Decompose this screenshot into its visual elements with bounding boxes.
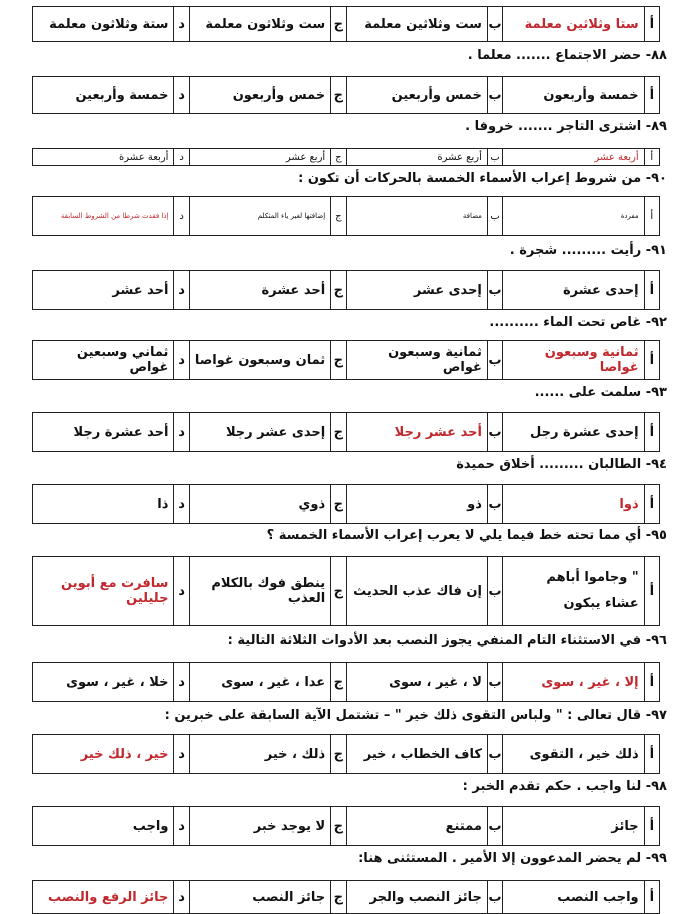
option-b[interactable]: كاف الخطاب ، خير (346, 735, 487, 774)
question-98-title: ٩٨- لنا واجب . حكم تقدم الخبر : (462, 779, 667, 794)
option-a[interactable]: مفردة (503, 197, 644, 236)
option-b[interactable]: ثمانية وسبعون غواص (346, 341, 487, 380)
option-a[interactable]: أربعة عشر (503, 149, 644, 166)
option-letter: ج (331, 7, 346, 42)
option-letter: أ (644, 413, 659, 452)
option-letter: أ (644, 77, 659, 114)
question-91-title: ٩١- رأيت ......... شجرة . (509, 243, 667, 258)
option-letter: ج (331, 413, 346, 452)
option-letter: ب (487, 557, 502, 626)
option-a[interactable]: إحدى عشرة رجل (503, 413, 644, 452)
option-letter: د (174, 271, 189, 310)
option-b[interactable]: خمس وأربعين (346, 77, 487, 114)
option-letter: أ (644, 341, 659, 380)
option-letter: ب (487, 197, 502, 236)
options-row-q87 (32, 6, 660, 42)
option-letter: د (174, 77, 189, 114)
options-row-q97 (32, 734, 660, 774)
option-d[interactable]: ستة وثلاثون معلمة (33, 7, 174, 42)
option-c[interactable]: إحدى عشر رجلا (189, 413, 330, 452)
option-a[interactable]: إحدى عشرة (503, 271, 644, 310)
option-letter: ب (487, 271, 502, 310)
option-letter: ج (331, 197, 346, 236)
option-c[interactable]: أحد عشرة (189, 271, 330, 310)
option-d[interactable]: أحد عشر (33, 271, 174, 310)
options-row-q88 (32, 76, 660, 114)
option-d[interactable]: جائز الرفع والنصب (33, 881, 174, 914)
options-row-q89 (32, 148, 660, 166)
options-row-q95 (32, 556, 660, 626)
question-99-title: ٩٩- لم يحضر المدعوون إلا الأمير . المستثنى هنا: (358, 851, 667, 866)
option-letter: ب (487, 485, 502, 524)
option-b[interactable]: إحدى عشر (346, 271, 487, 310)
option-letter: د (174, 413, 189, 452)
option-letter: أ (644, 881, 659, 914)
option-b[interactable]: ست وثلاثين معلمة (346, 7, 487, 42)
option-letter: أ (644, 485, 659, 524)
option-c[interactable]: عدا ، غير ، سوى (189, 663, 330, 702)
option-letter: د (174, 663, 189, 702)
question-89-title: ٨٩- اشترى التاجر ....... خروفا . (465, 119, 667, 134)
option-letter: أ (644, 271, 659, 310)
option-letter: ج (331, 77, 346, 114)
option-a[interactable]: ذلك خير ، التقوى (503, 735, 644, 774)
option-b[interactable]: ممتنع (346, 807, 487, 846)
option-letter: د (174, 881, 189, 914)
option-letter: أ (644, 149, 659, 166)
options-row-q99 (32, 880, 660, 914)
option-d[interactable]: ثماني وسبعين غواص (33, 341, 174, 380)
option-c[interactable]: لا يوجد خبر (189, 807, 330, 846)
option-letter: أ (644, 807, 659, 846)
options-row-q98 (32, 806, 660, 846)
option-letter: أ (644, 735, 659, 774)
question-93-title: ٩٣- سلمت على ...... (534, 385, 667, 400)
option-letter: ج (331, 807, 346, 846)
options-row-q92 (32, 340, 660, 380)
option-a[interactable]: ذوا (503, 485, 644, 524)
question-90-title: ٩٠- من شروط إعراب الأسماء الخمسة بالحركات أن تكون : (298, 171, 667, 186)
option-c[interactable]: أربع عشر (189, 149, 330, 166)
option-letter: ج (331, 663, 346, 702)
option-b[interactable]: إن فاك عذب الحديث (346, 557, 487, 626)
option-a[interactable]: جائز (503, 807, 644, 846)
question-88-title: ٨٨- حضر الاجتماع ....... معلما . (467, 48, 667, 63)
option-letter: ب (487, 881, 502, 914)
option-letter: د (174, 7, 189, 42)
option-letter: ب (487, 663, 502, 702)
option-c[interactable]: خمس وأربعون (189, 77, 330, 114)
option-d[interactable]: خير ، ذلك خير (33, 735, 174, 774)
option-b[interactable]: أحد عشر رجلا (346, 413, 487, 452)
option-letter: ب (487, 413, 502, 452)
option-c[interactable]: ثمان وسبعون غواصا (189, 341, 330, 380)
option-d[interactable]: إذا فقدت شرطا من الشروط السابقة (33, 197, 174, 236)
option-letter: د (174, 197, 189, 236)
option-letter: ج (331, 485, 346, 524)
option-letter: ج (331, 735, 346, 774)
option-letter: أ (644, 663, 659, 702)
option-b[interactable]: لا ، غير ، سوى (346, 663, 487, 702)
option-letter: أ (644, 557, 659, 626)
option-d[interactable]: سافرت مع أبوين جليلين (33, 557, 174, 626)
question-94-title: ٩٤- الطالبان ......... أخلاق حميدة (456, 457, 667, 472)
option-b[interactable]: ذو (346, 485, 487, 524)
option-c[interactable]: جائز النصب (189, 881, 330, 914)
option-letter: ب (487, 735, 502, 774)
question-96-title: ٩٦- في الاستثناء التام المنفي يجوز النصب بعد الأدوات الثلاثة التالية : (227, 633, 667, 648)
option-d[interactable]: ذا (33, 485, 174, 524)
option-a[interactable]: خمسة وأربعون (503, 77, 644, 114)
option-letter: أ (644, 197, 659, 236)
option-letter: د (174, 735, 189, 774)
options-row-q96 (32, 662, 660, 702)
option-a[interactable]: " وجاموا أباهم عشاء يبكون (503, 557, 644, 626)
option-letter: د (174, 149, 189, 166)
option-letter: د (174, 557, 189, 626)
option-d[interactable]: خلا ، غير ، سوى (33, 663, 174, 702)
option-c[interactable]: ينطق فوك بالكلام العذب (189, 557, 330, 626)
options-row-q90 (32, 196, 660, 236)
option-letter: أ (644, 7, 659, 42)
question-95-title: ٩٥- أي مما تحته خط فيما يلي لا يعرب إعراب الأسماء الخمسة ؟ (266, 528, 667, 543)
options-row-q91 (32, 270, 660, 310)
option-letter: ب (487, 341, 502, 380)
option-b[interactable]: مضافة (346, 197, 487, 236)
option-c[interactable]: ذلك ، خير (189, 735, 330, 774)
option-letter: ج (331, 881, 346, 914)
option-letter: د (174, 485, 189, 524)
option-c[interactable]: ذوي (189, 485, 330, 524)
option-b[interactable]: جائز النصب والجر (346, 881, 487, 914)
option-a[interactable]: إلا ، غير ، سوى (503, 663, 644, 702)
options-row-q94 (32, 484, 660, 524)
option-b[interactable]: أربع عشرة (346, 149, 487, 166)
options-row-q93 (32, 412, 660, 452)
option-letter: ب (487, 7, 502, 42)
option-letter: ج (331, 149, 346, 166)
question-97-title: ٩٧- قال تعالى : " ولباس التقوى ذلك خير " – تشتمل الآية السابقة على خبرين : (164, 708, 667, 723)
option-letter: د (174, 341, 189, 380)
option-letter: ج (331, 271, 346, 310)
option-c[interactable]: إضافتها لغير ياء المتكلم (189, 197, 330, 236)
option-letter: ب (487, 77, 502, 114)
option-letter: ب (487, 149, 502, 166)
option-letter: ج (331, 557, 346, 626)
option-a[interactable]: ثمانية وسبعون غواصا (503, 341, 644, 380)
option-c[interactable]: ست وثلاثون معلمة (189, 7, 330, 42)
option-letter: ب (487, 807, 502, 846)
question-92-title: ٩٢- غاص تحت الماء .......... (489, 315, 667, 330)
option-letter: ج (331, 341, 346, 380)
option-a[interactable]: واجب النصب (503, 881, 644, 914)
option-letter: د (174, 807, 189, 846)
option-d[interactable]: خمسة وأربعين (33, 77, 174, 114)
option-d[interactable]: أربعة عشرة (33, 149, 174, 166)
option-d[interactable]: واجب (33, 807, 174, 846)
option-d[interactable]: أحد عشرة رجلا (33, 413, 174, 452)
option-a[interactable]: ستا وثلاثين معلمة (503, 7, 644, 42)
